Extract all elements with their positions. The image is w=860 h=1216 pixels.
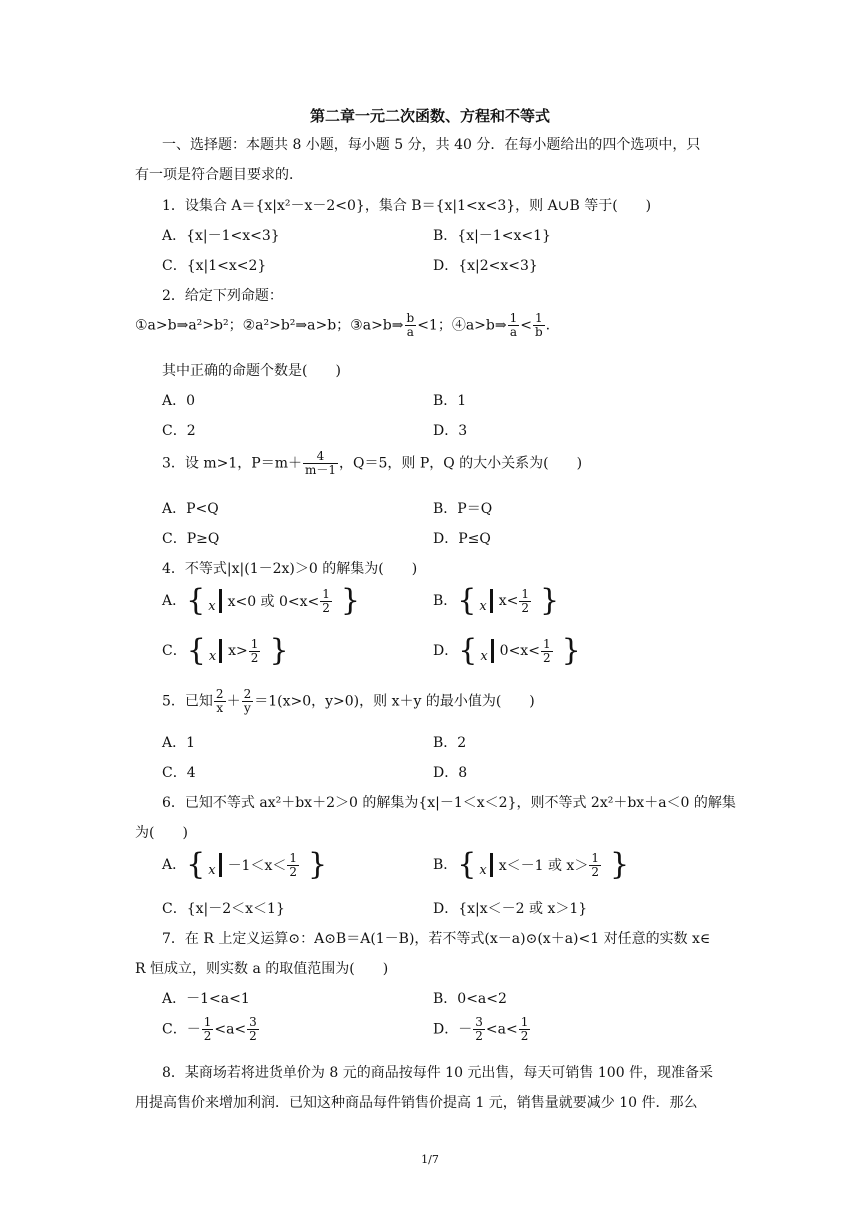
q2-ask: 其中正确的命题个数是( ) [162,363,341,379]
fraction-denominator: 2 [289,864,298,879]
q3-stem-part-1: 3．设 m>1，P＝m＋ [162,455,302,472]
fraction-numerator: 1 [521,586,530,601]
fraction-denominator: a [509,325,517,339]
question-6-stem-line-1: 6．已知不等式 ax²＋bx＋2＞0 的解集为{x|－1＜x＜2}，则不等式 2x²＋bx＋a＜0 的解集 [162,795,736,811]
q7-option-d [433,1016,531,1043]
page-title: 第二章一元二次函数、方程和不等式 [309,107,550,125]
q3-stem-part-2: ，Q＝5，则 P，Q 的大小关系为( ) [338,455,583,472]
fraction-denominator: y [243,701,251,715]
instructions-line-2: 有一项是符合题目要求的． [135,167,303,183]
fraction-denominator: 2 [520,1029,529,1043]
set-condition: 0<x< [499,643,540,659]
left-brace-icon: { [458,633,478,668]
fraction-denominator: 2 [203,1029,212,1043]
set-builder [186,847,328,882]
fraction-numerator: 1 [520,1015,529,1029]
fraction-denominator: 2 [475,1029,483,1043]
set-variable: x [208,863,216,878]
set-builder [186,583,360,618]
q1-option-c: C．{x|1<x<2} [162,258,267,274]
fraction [519,588,531,615]
q4-option-d [433,633,581,668]
q5-fraction-2-over-x [214,688,226,715]
q5-option-b: B．2 [433,735,467,751]
question-8-stem-line-2: 用提高售价来增加利润．已知这种商品每件销售价提高 1 元，销售量就要减少 10 件．那么 [135,1095,698,1111]
set-builder [186,633,289,668]
fraction-numerator: 3 [249,1015,257,1029]
fraction-numerator: b [406,311,415,325]
right-brace-icon: } [609,847,630,882]
set-condition: x> [228,643,248,659]
set-builder [458,633,581,668]
fraction-numerator: 1 [533,312,545,326]
fraction-numerator: 2 [243,687,252,701]
q5-stem-part-1: 5．已知 [162,693,213,710]
q2-option-a: A．0 [162,393,196,409]
q2-props-part-4: . [545,317,551,334]
q1-option-b: B．{x|－1<x<1} [433,228,551,244]
fraction-numerator: 1 [203,1015,212,1029]
set-bar-icon [219,639,222,663]
q3-option-b: B．P＝Q [433,501,493,517]
option-label: D． [433,643,459,659]
set-variable: x [208,649,217,664]
q2-option-d: D．3 [433,423,468,439]
set-builder [457,847,630,882]
question-5-stem [162,688,535,715]
q4-option-c [162,633,289,668]
q2-props-part-2: <1；④a>b⇒ [417,317,507,334]
set-variable: x [479,863,487,878]
fraction-denominator: 2 [542,650,551,665]
question-2-stem: 2．给定下列命题： [162,288,283,304]
fraction-numerator: 1 [250,636,259,651]
fraction [541,638,553,665]
q2-option-b: B．1 [433,393,467,409]
q7-option-b: B．0<a<2 [433,991,507,1007]
fraction-denominator: 2 [249,1029,257,1043]
set-bar-icon [219,589,222,613]
right-brace-icon: } [308,847,328,882]
right-brace-icon: } [340,583,360,618]
set-builder [457,583,560,618]
fraction-numerator: 1 [591,850,599,865]
q5-fraction-2-over-y [242,688,254,715]
fraction-denominator: x [216,701,224,715]
set-condition: x＜－1 或 x＞ [498,858,589,874]
fraction-numerator: 1 [542,636,551,651]
inequality-text: <a< [485,1021,518,1038]
right-brace-icon: } [561,633,581,668]
q3-option-d: D．P≤Q [433,531,491,547]
fraction [202,1016,214,1043]
q4-option-b [433,583,560,618]
q2-propositions [135,312,550,339]
question-7-stem-line-2: R 恒成立，则实数 a 的取值范围为( ) [135,961,389,977]
set-bar-icon [491,639,494,663]
q5-stem-part-2: ＝1(x>0，y>0)，则 x＋y 的最小值为( ) [254,693,535,710]
q2-fraction-b-over-a [405,312,417,339]
question-4-stem: 4．不等式|x|(1－2x)＞0 的解集为( ) [162,561,418,577]
q7-option-a: A．－1<a<1 [162,991,250,1007]
fraction [249,638,261,665]
q6-option-c: C．{x|－2＜x＜1} [162,901,285,917]
fraction-denominator: 2 [591,864,599,879]
set-variable: x [208,599,216,614]
q5-option-d: D．8 [433,765,468,781]
q2-option-c: C．2 [162,423,196,439]
q2-props-part-1: ①a>b⇒a²>b²；②a²>b²⇒a>b；③a>b⇒ [135,317,404,334]
fraction-numerator: 1 [322,586,330,601]
fraction [287,852,299,879]
q5-plus-sign: ＋ [226,693,241,710]
fraction [473,1016,485,1043]
left-brace-icon: { [186,583,206,618]
fraction-numerator: 3 [475,1015,483,1029]
left-brace-icon: { [186,847,206,882]
inequality-text: <a< [214,1021,247,1038]
right-brace-icon: } [269,633,289,668]
q6-option-d: D．{x|x＜－2 或 x＞1} [433,901,588,917]
instructions-line-1: 一、选择题：本题共 8 小题，每小题 5 分，共 40 分．在每小题给出的四个选项中，只 [162,137,701,153]
option-label: A． [162,593,187,609]
left-brace-icon: { [186,633,206,668]
set-bar-icon [219,853,222,877]
q2-fraction-1-over-a [508,312,520,339]
fraction-numerator: 2 [215,687,224,701]
q5-option-a: A．1 [162,735,196,751]
q7-option-c [162,1016,260,1043]
option-label: A． [162,857,187,873]
option-label: C． [162,643,187,659]
q2-fraction-1-over-b [533,312,545,339]
fraction [519,1016,531,1043]
question-3-stem [162,450,582,477]
fraction-numerator: 1 [509,311,518,325]
set-condition: x< [498,593,519,609]
option-label: B． [433,593,458,609]
fraction-denominator: m－1 [304,463,336,477]
fraction-numerator: 1 [289,850,298,865]
set-variable: x [480,649,488,664]
q1-option-a: A．{x|－1<x<3} [162,228,280,244]
fraction-denominator: b [534,325,543,339]
set-condition: x<0 或 0<x< [227,594,320,610]
q1-option-d: D．{x|2<x<3} [433,258,538,274]
set-bar-icon [490,589,493,613]
q3-option-a: A．P<Q [162,501,219,517]
page-number: 1/7 [421,1153,439,1166]
option-label: B． [433,857,458,873]
left-brace-icon: { [457,847,477,882]
q6-option-a [162,847,328,882]
question-7-stem-line-1: 7．在 R 上定义运算⊙：A⊙B＝A(1－B)，若不等式(x－a)⊙(x＋a)<1 对任意的实数 x∈ [162,931,711,947]
option-label: C．－ [162,1021,201,1038]
set-bar-icon [490,853,493,877]
fraction-denominator: 2 [250,650,259,665]
right-brace-icon: } [540,583,560,618]
question-6-stem-line-2: 为( ) [135,825,188,841]
question-1-stem: 1．设集合 A＝{x|x²－x－2<0}，集合 B＝{x|1<x<3}，则 A∪B 等于( ) [162,198,652,214]
left-brace-icon: { [457,583,477,618]
question-8-stem-line-1: 8．某商场若将进货单价为 8 元的商品按每件 10 元出售，每天可销售 100 件，现准备采 [162,1065,714,1081]
fraction [589,852,601,879]
set-condition: －1＜x＜ [227,858,287,874]
fraction-denominator: 2 [322,600,330,615]
q3-fraction [303,450,338,477]
q2-props-part-3: < [520,317,532,334]
set-variable: x [479,599,487,614]
option-label: D．－ [433,1021,473,1038]
fraction [247,1016,259,1043]
q5-option-c: C．4 [162,765,196,781]
fraction-denominator: a [406,325,414,339]
q6-option-b [433,847,630,882]
q3-option-c: C．P≥Q [162,531,220,547]
q4-option-a [162,583,360,618]
fraction [320,588,332,615]
fraction-numerator: 4 [303,450,338,464]
fraction-denominator: 2 [521,600,530,615]
